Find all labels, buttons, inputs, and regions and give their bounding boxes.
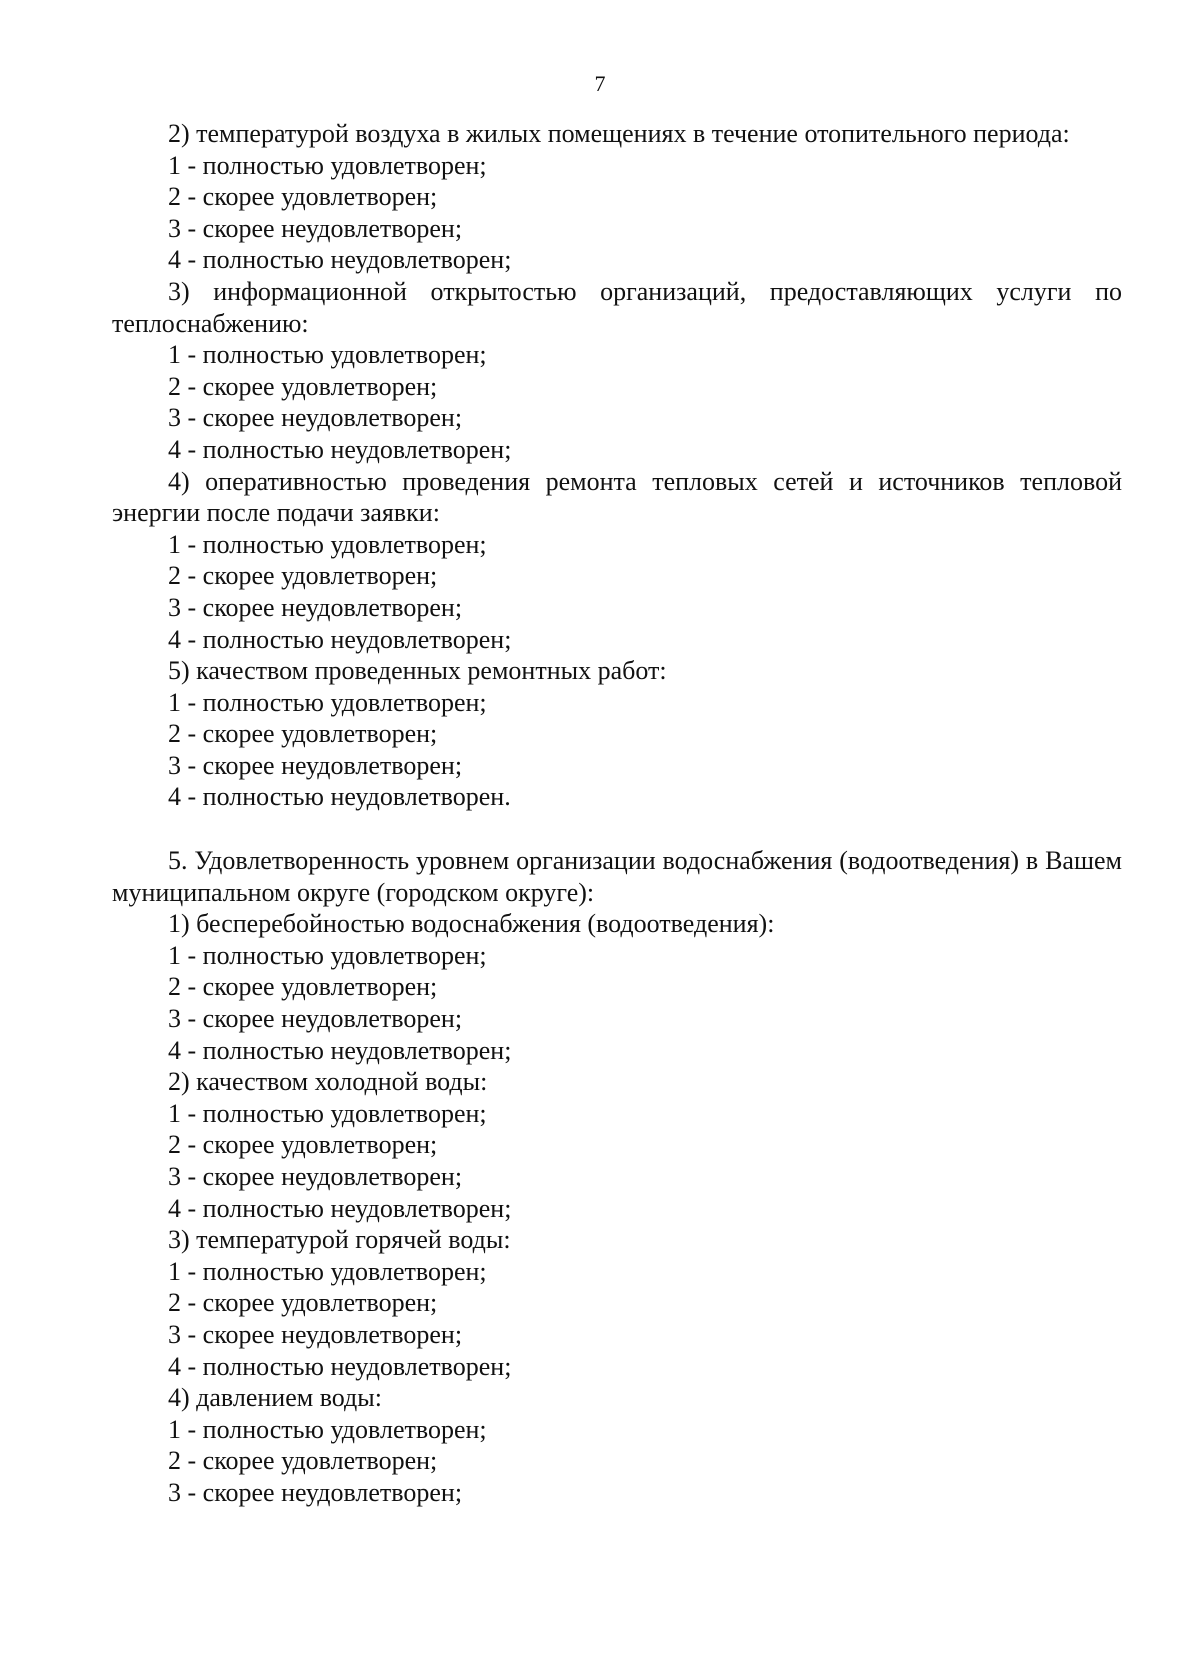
- answer-option: 2 - скорее удовлетворен;: [168, 1130, 438, 1160]
- answer-option: 3 - скорее неудовлетворен;: [168, 1162, 463, 1191]
- question-subheading: 2) качеством холодной воды:: [168, 1067, 488, 1097]
- answer-option: 1 - полностью удовлетворен;: [168, 1098, 487, 1128]
- section-spacer: [112, 813, 1122, 845]
- answer-option: 2 - скорее удовлетворен;: [168, 561, 438, 591]
- question-subheading: 5) качеством проведенных ремонтных работ:: [168, 656, 667, 686]
- answer-option: 3 - скорее неудовлетворен;: [168, 213, 463, 243]
- question-paragraph: 5. Удовлетворенность уровнем организации водоснабжения (водоотведения) в Вашем муниципальном округе (городском округе):: [112, 846, 1122, 907]
- answer-option: 4 - полностью неудовлетворен;: [168, 1035, 512, 1065]
- answer-option: 2 - скорее удовлетворен;: [168, 719, 438, 749]
- answer-option: 4 - полностью неудовлетворен;: [168, 434, 512, 464]
- question-subheading: 4) давлением воды:: [168, 1383, 382, 1413]
- answer-option: 1 - полностью удовлетворен;: [168, 1256, 487, 1286]
- answer-option: 4 - полностью неудовлетворен;: [168, 624, 512, 654]
- answer-option: 2 - скорее удовлетворен;: [168, 182, 438, 212]
- answer-option: 1 - полностью удовлетворен;: [168, 1414, 487, 1444]
- answer-option: 1 - полностью удовлетворен;: [168, 687, 487, 717]
- answer-option: 3 - скорее неудовлетворен;: [168, 592, 463, 622]
- answer-option: 1 - полностью удовлетворен;: [168, 940, 487, 970]
- answer-option: 2 - скорее удовлетворен;: [168, 1446, 438, 1476]
- answer-option: 2 - скорее удовлетворен;: [168, 972, 438, 1002]
- question-paragraph: 4) оперативностью проведения ремонта тепловых сетей и источников тепловой энергии после подачи заявки:: [112, 466, 1122, 528]
- answer-option: 3 - скорее неудовлетворен;: [168, 750, 463, 780]
- answer-option: 3 - скорее неудовлетворен;: [168, 1477, 463, 1507]
- answer-option: 3 - скорее неудовлетворен;: [168, 1004, 463, 1034]
- answer-option: 4 - полностью неудовлетворен.: [168, 782, 511, 812]
- answer-option: 4 - полностью неудовлетворен;: [168, 1193, 512, 1223]
- question-subheading: 3) температурой горячей воды:: [168, 1225, 511, 1255]
- answer-option: 1 - полностью удовлетворен;: [168, 150, 487, 180]
- question-subheading: 1) бесперебойностью водоснабжения (водоотведения):: [168, 909, 775, 939]
- page-number: 7: [594, 71, 606, 96]
- answer-option: 4 - полностью неудовлетворен;: [168, 245, 512, 275]
- answer-option: 3 - скорее неудовлетворен;: [168, 1319, 463, 1349]
- document-body: [112, 118, 1122, 1509]
- answer-option: 2 - скорее удовлетворен;: [168, 371, 438, 401]
- answer-option: 1 - полностью удовлетворен;: [168, 529, 487, 559]
- answer-option: 3 - скорее неудовлетворен;: [168, 403, 463, 433]
- question-paragraph: 3) информационной открытостью организаций, предоставляющих услуги по теплоснабжению:: [112, 276, 1122, 338]
- answer-option: 4 - полностью неудовлетворен;: [168, 1351, 512, 1381]
- answer-option: 2 - скорее удовлетворен;: [168, 1288, 438, 1318]
- question-paragraph: 2) температурой воздуха в жилых помещениях в течение отопительного периода:: [168, 119, 1070, 148]
- answer-option: 1 - полностью удовлетворен;: [168, 340, 487, 370]
